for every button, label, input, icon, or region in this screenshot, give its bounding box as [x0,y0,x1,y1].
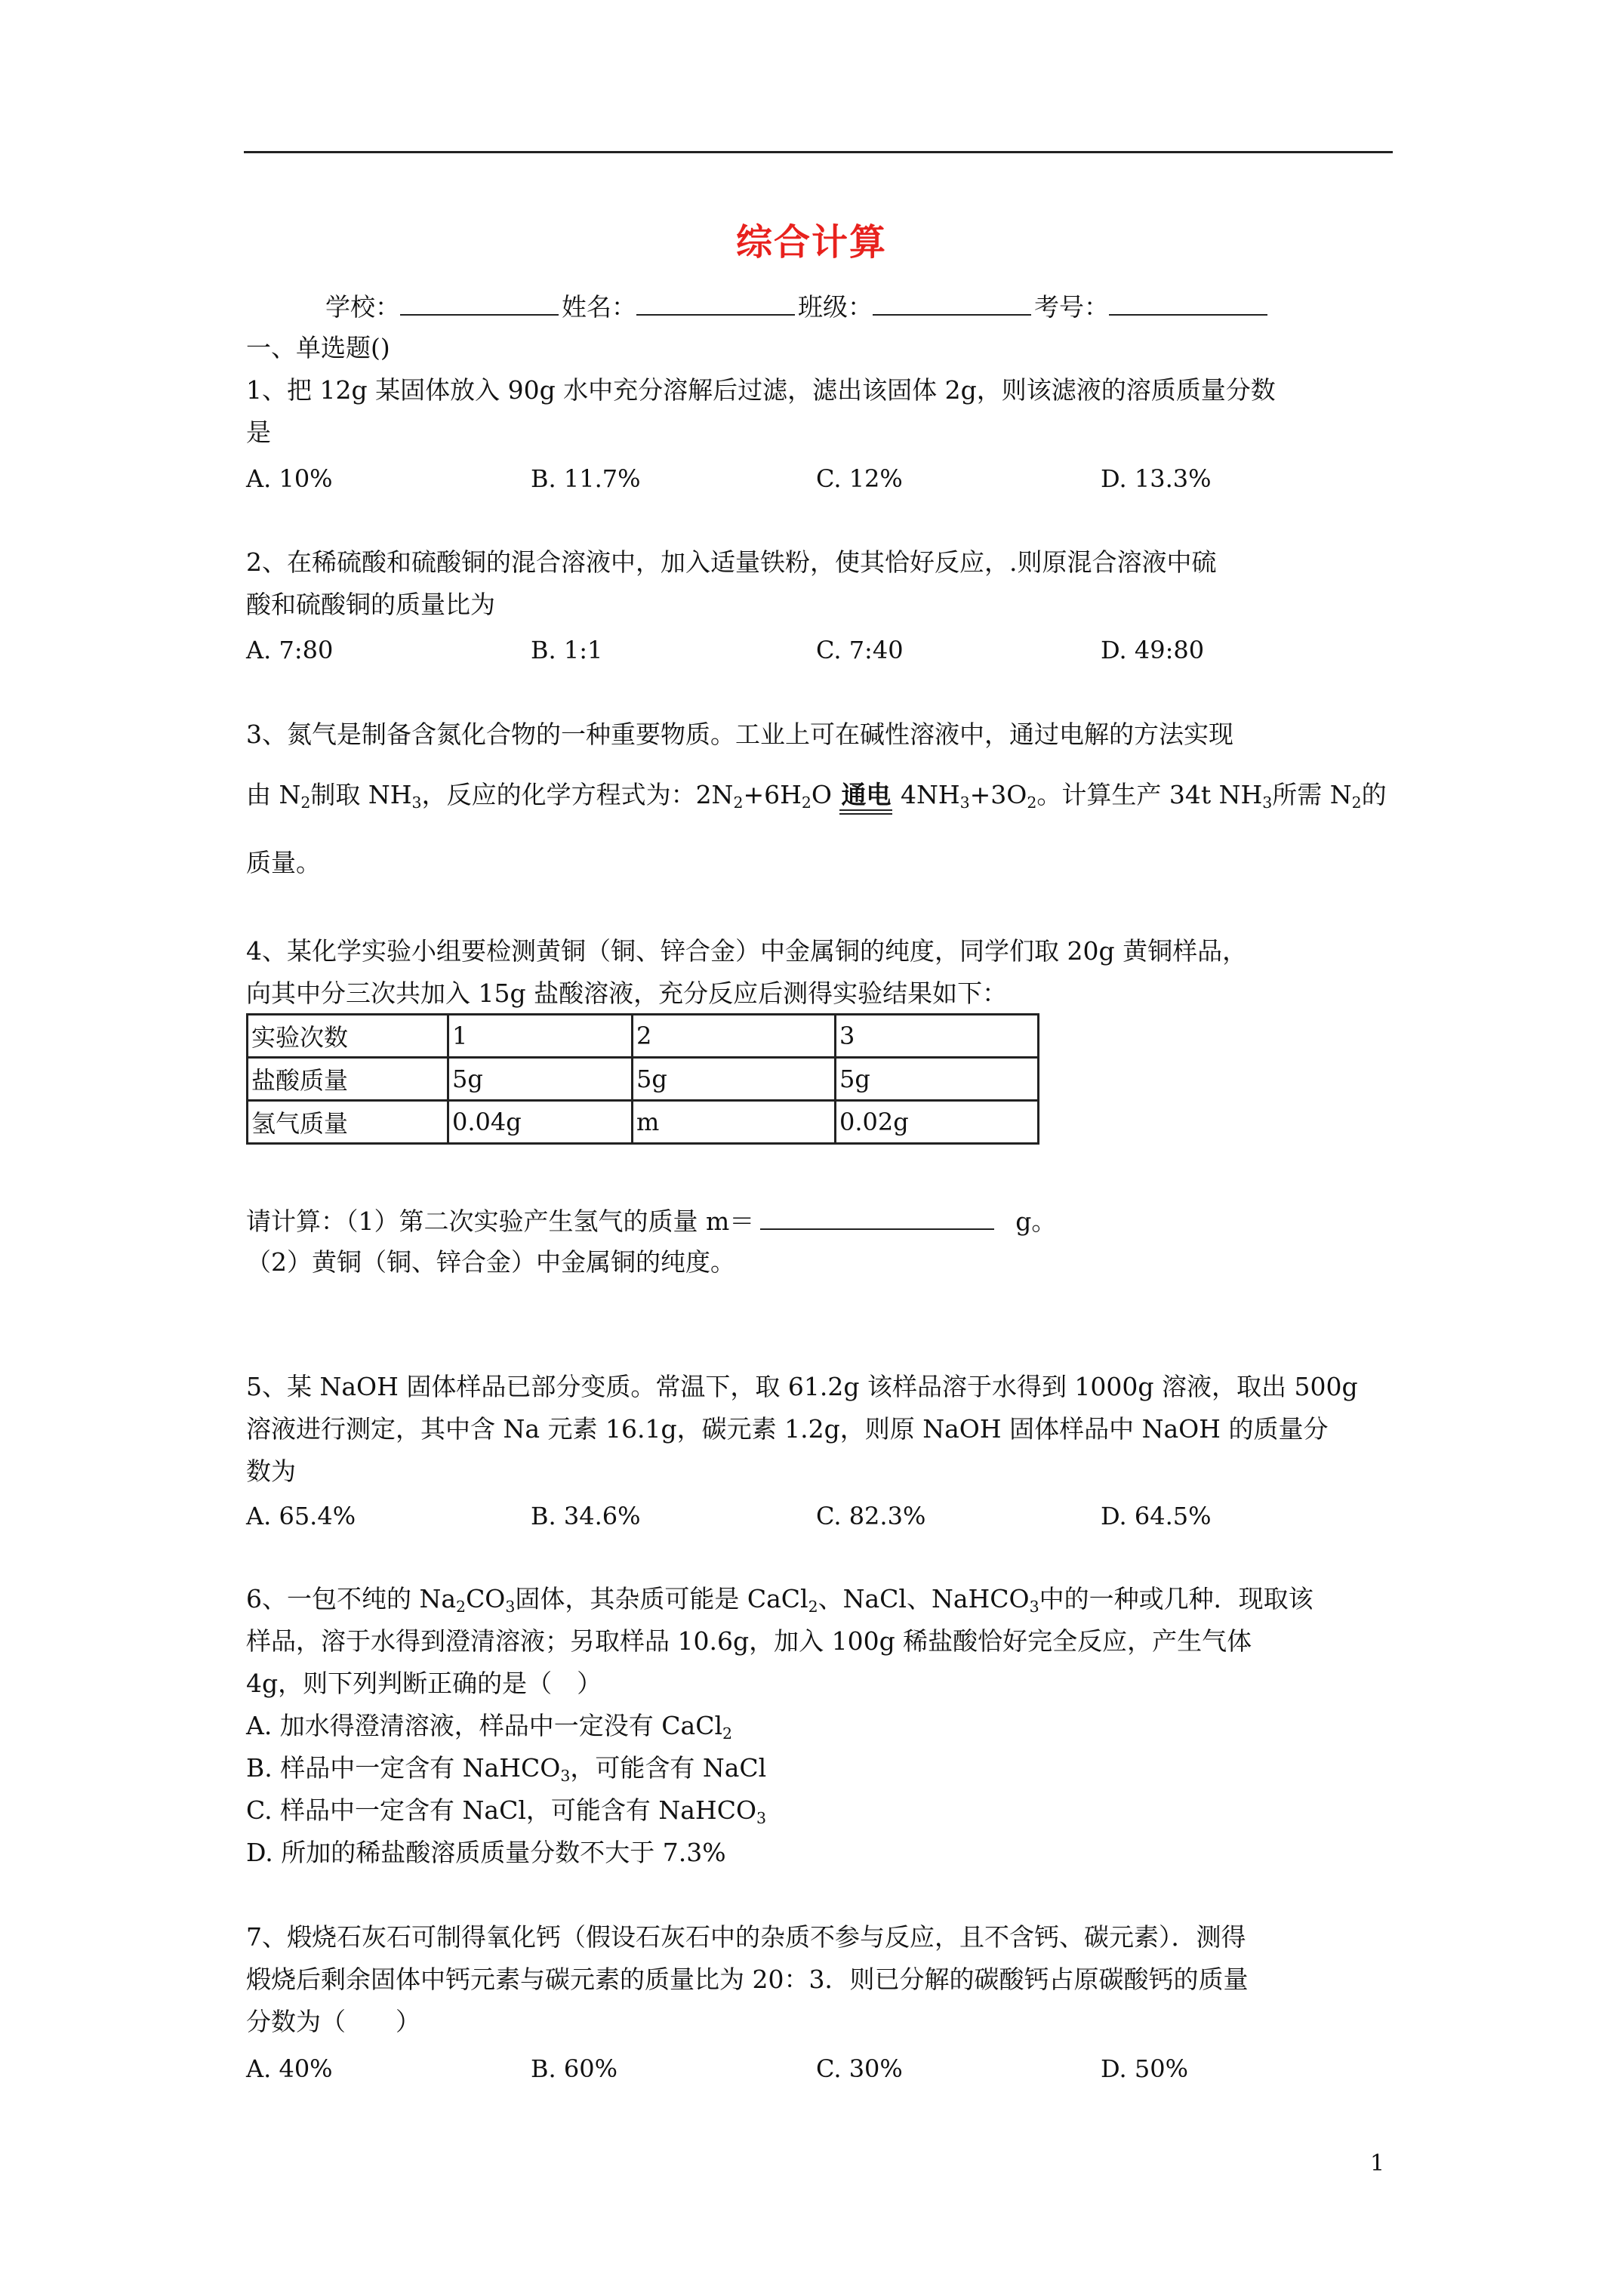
table-cell: 实验次数 [248,1015,448,1058]
q3-text-line2: 由 $N_2$制取 $NH_3$，反应的化学方程式为：$2N_2+6H_2O$ 通电 $4NH_3+3O_2$。计算生产 34t $NH_3$所需 $N_2$的 [246,780,1387,812]
table-row [248,1015,1039,1058]
q2-text-line2: 酸和硫酸铜的质量比为 [246,590,495,619]
table-row [248,1101,1039,1144]
q2-text-line1: 2、在稀硫酸和硫酸铜的混合溶液中，加入适量铁粉，使其恰好反应，.则原混合溶液中硫 [246,547,1217,577]
q7-text-line3: 分数为（ ） [246,2007,420,2036]
q6-text-line3: 4g，则下列判断正确的是（ ） [246,1669,602,1698]
exam-id-label: 考号： [1034,292,1109,322]
q5-option-b: B. 34.6% [531,1502,641,1530]
q1-text-line2: 是 [246,418,271,447]
table-cell: 0.02g [836,1101,1039,1144]
q6-text-line1: 6、一包不纯的 $Na_2CO_3$固体，其杂质可能是 CaCl$_2$、NaCl、NaHCO$_3$中的一种或几种．现取该 [246,1584,1313,1616]
class-blank[interactable] [873,291,1031,316]
q1-option-c: C. 12% [816,464,903,493]
q4-answer-blank[interactable] [760,1204,994,1230]
q5-text-line3: 数为 [246,1456,296,1486]
q7-option-a: A. 40% [246,2054,333,2083]
q6-option-a: A. 加水得澄清溶液，样品中一定没有 CaCl$_2$ [246,1711,733,1743]
q4-ask1: 请计算：（1）第二次实验产生氢气的质量 m＝ g。 [246,1204,1056,1237]
q6-option-b: B. 样品中一定含有 NaHCO$_3$，可能含有 NaCl [246,1753,767,1785]
experiment-results-table [246,1013,1039,1145]
q2-option-b: B. 1:1 [531,636,603,664]
q6-option-d: D. 所加的稀盐酸溶质质量分数不大于 7.3% [246,1838,726,1867]
q1-option-d: D. 13.3% [1101,464,1212,493]
q6-text-line2: 样品，溶于水得到澄清溶液；另取样品 10.6g，加入 100g 稀盐酸恰好完全反应，产生气体 [246,1626,1252,1656]
table-cell: 3 [836,1015,1039,1058]
q5-option-c: C. 82.3% [816,1502,926,1530]
table-cell: 氢气质量 [248,1101,448,1144]
q5-option-d: D. 64.5% [1101,1502,1212,1530]
q7-option-d: D. 50% [1101,2054,1188,2083]
q3-text-line3: 质量。 [246,848,321,877]
q1-option-a: A. 10% [246,464,333,493]
q1-option-b: B. 11.7% [531,464,641,493]
section-heading: 一、单选题() [246,333,390,362]
table-cell: 5g [633,1058,836,1101]
table-cell: 5g [836,1058,1039,1101]
q2-option-d: D. 49:80 [1101,636,1205,664]
table-row [248,1058,1039,1101]
school-blank[interactable] [400,291,559,316]
q3-text-line1: 3、氮气是制备含氮化合物的一种重要物质。工业上可在碱性溶液中，通过电解的方法实现 [246,720,1233,749]
student-info-line [325,291,1270,322]
page-number: 1 [1370,2150,1385,2177]
name-label: 姓名： [562,292,636,322]
name-blank[interactable] [636,291,795,316]
q2-option-c: C. 7:40 [816,636,904,664]
q7-option-c: C. 30% [816,2054,903,2083]
q7-text-line1: 7、煅烧石灰石可制得氧化钙（假设石灰石中的杂质不参与反应，且不含钙、碳元素）．测得 [246,1922,1246,1952]
table-cell: 2 [633,1015,836,1058]
q4-text-line1: 4、某化学实验小组要检测黄铜（铜、锌合金）中金属铜的纯度，同学们取 20g 黄铜样品， [246,936,1248,966]
q6-option-c: C. 样品中一定含有 NaCl，可能含有 NaHCO$_3$ [246,1795,767,1827]
q4-ask2: （2）黄铜（铜、锌合金）中金属铜的纯度。 [246,1247,735,1277]
table-cell: m [633,1101,836,1144]
page-title: 综合计算 [735,221,887,264]
q2-option-a: A. 7:80 [246,636,334,664]
q5-text-line1: 5、某 NaOH 固体样品已部分变质。常温下，取 61.2g 该样品溶于水得到 1000g 溶液，取出 500g [246,1372,1358,1401]
header-rule [244,151,1393,153]
q7-text-line2: 煅烧后剩余固体中钙元素与碳元素的质量比为 20：3．则已分解的碳酸钙占原碳酸钙的质量 [246,1965,1249,1994]
exam-id-blank[interactable] [1109,291,1267,316]
table-cell: 盐酸质量 [248,1058,448,1101]
q1-text-line1: 1、把 12g 某固体放入 90g 水中充分溶解后过滤，滤出该固体 2g，则该滤液的溶质质量分数 [246,375,1276,405]
school-label: 学校： [325,292,400,322]
table-cell: 0.04g [448,1101,633,1144]
q4-text-line2: 向其中分三次共加入 15g 盐酸溶液，充分反应后测得实验结果如下： [246,978,1008,1008]
table-cell: 5g [448,1058,633,1101]
reaction-condition-electrolysis: 通电 [841,780,892,809]
q5-text-line2: 溶液进行测定，其中含 Na 元素 16.1g，碳元素 1.2g，则原 NaOH 固体样品中 NaOH 的质量分 [246,1414,1329,1444]
q7-option-b: B. 60% [531,2054,617,2083]
class-label: 班级： [798,292,873,322]
table-cell: 1 [448,1015,633,1058]
q5-option-a: A. 65.4% [246,1502,356,1530]
